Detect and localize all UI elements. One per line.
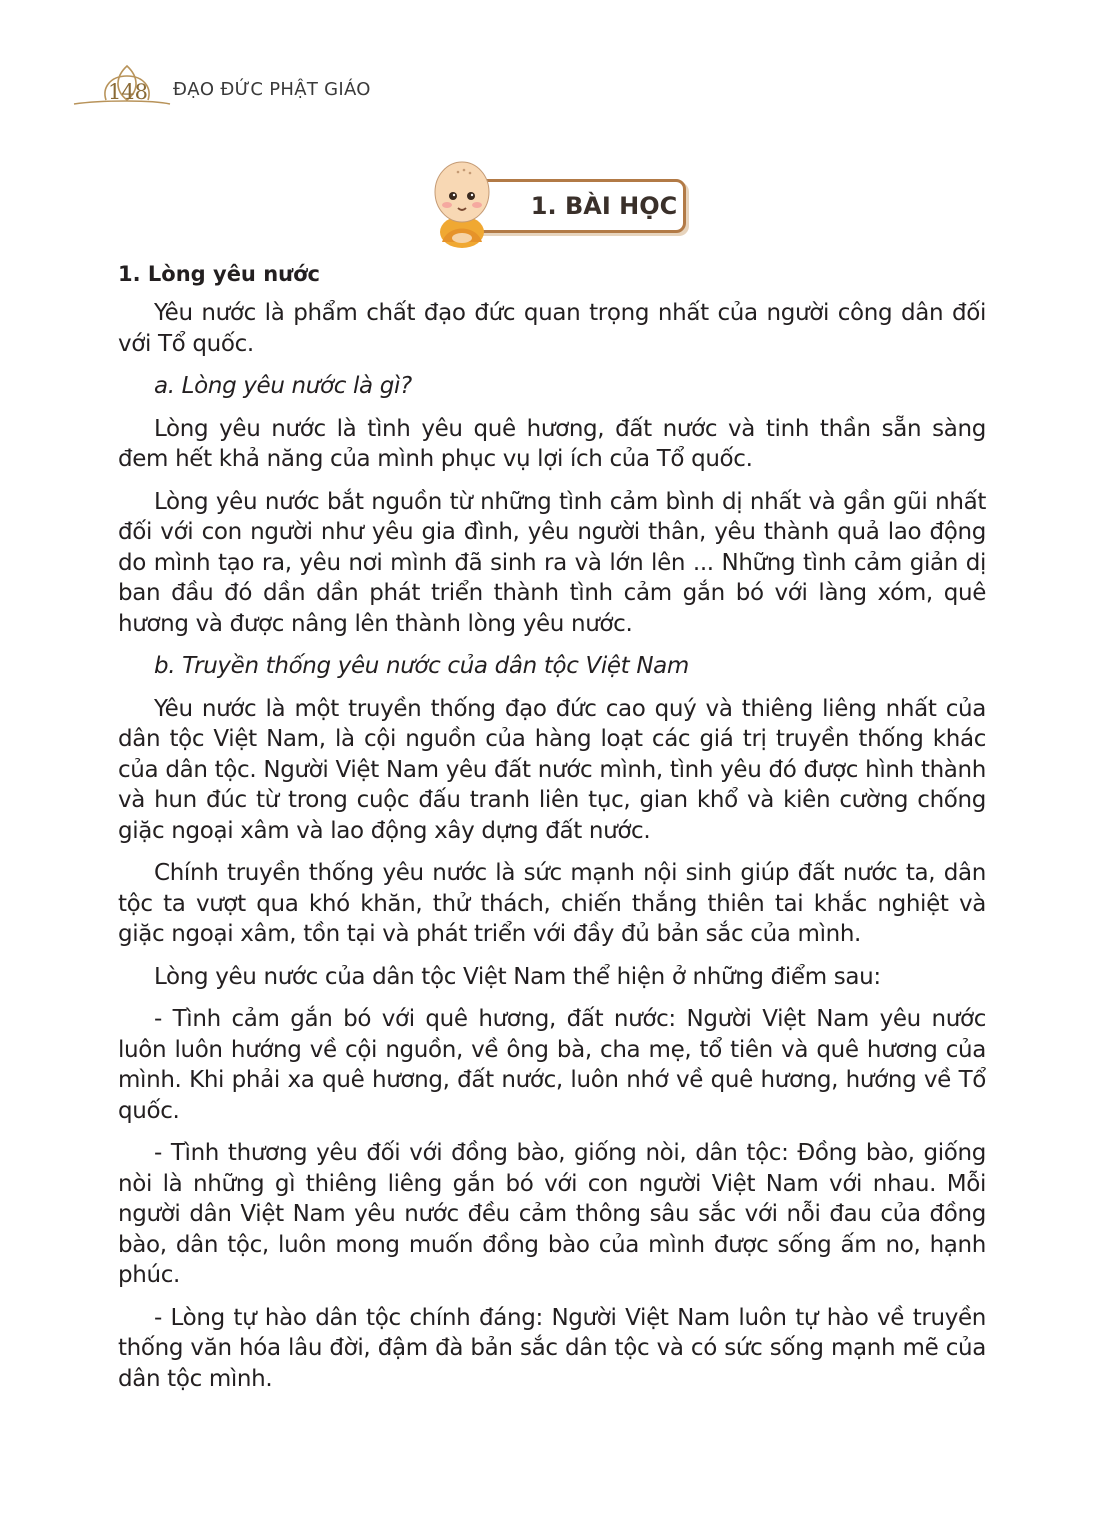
- paragraph: Lòng yêu nước của dân tộc Việt Nam thể hiện ở những điểm sau:: [154, 963, 881, 990]
- bullet-item: - Tình cảm gắn bó với quê hương, đất nước: Người Việt Nam yêu nước luôn luôn hướng về cội nguồn, về ông bà, cha mẹ, tổ tiên và quê hương của mình. Khi phải xa quê hương, đất nước, luôn nhớ về quê hương, hướng về Tổ quốc.: [118, 1006, 986, 1124]
- paragraph: Yêu nước là một truyền thống đạo đức cao quý và thiêng liêng nhất của dân tộc Việt Nam, là cội nguồn của hàng loạt các giá trị truyền thống khác của dân tộc. Người Việt Nam yêu đất nước mình, tình yêu đó được hình thành và hun đúc từ trong cuộc đấu tranh liên tục, gian khổ và kiên cường chống giặc ngoại xâm và lao động xây dựng đất nước.: [118, 695, 986, 844]
- monk-mascot-icon: [420, 152, 500, 252]
- paragraph: Lòng yêu nước là tình yêu quê hương, đất nước và tinh thần sẵn sàng đem hết khả năng của mình phục vụ lợi ích của Tổ quốc.: [118, 415, 986, 472]
- bullet-item: - Tình thương yêu đối với đồng bào, giống nòi, dân tộc: Đồng bào, giống nòi là những gì thiêng liêng gắn bó với con người Việt Nam với nhau. Mỗi người dân Việt Nam yêu nước đều cảm thông sâu sắc với nỗi đau của đồng bào, dân tộc, luôn mong muốn đồng bào của mình được sống ấm no, hạnh phúc.: [118, 1140, 986, 1288]
- section-heading: 1. Lòng yêu nước: [118, 262, 320, 286]
- intro-paragraph: Yêu nước là phẩm chất đạo đức quan trọng nhất của người công dân đối với Tổ quốc.: [118, 300, 986, 357]
- book-title: ĐẠO ĐỨC PHẬT GIÁO: [173, 79, 371, 100]
- page-number: 148: [107, 80, 149, 104]
- lesson-content: [118, 262, 986, 1406]
- badge-label: 1. BÀI HỌC: [530, 192, 678, 220]
- bullet-item: - Lòng tự hào dân tộc chính đáng: Người Việt Nam luôn tự hào về truyền thống văn hóa lâu đời, đậm đà bản sắc dân tộc và có sức sống mạnh mẽ của dân tộc mình.: [118, 1304, 986, 1392]
- subheading-b: b. Truyền thống yêu nước của dân tộc Việt Nam: [154, 653, 689, 679]
- subheading-a: a. Lòng yêu nước là gì?: [154, 373, 412, 399]
- running-header: [72, 62, 392, 112]
- paragraph: Lòng yêu nước bắt nguồn từ những tình cảm bình dị nhất và gần gũi nhất đối với con người như yêu gia đình, yêu người thân, yêu thành quả lao động do mình tạo ra, yêu nơi mình đã sinh ra và lớn lên ... Những tình cảm giản dị ban đầu đó dần dần phát triển thành tình cảm gắn bó với làng xóm, quê hương và được nâng lên thành lòng yêu nước.: [118, 488, 986, 637]
- lesson-badge: [420, 152, 690, 252]
- paragraph: Chính truyền thống yêu nước là sức mạnh nội sinh giúp đất nước ta, dân tộc ta vượt qua khó khăn, thử thách, chiến thắng thiên tai khắc nghiệt và giặc ngoại xâm, tồn tại và phát triển với đầy đủ bản sắc của mình.: [118, 860, 986, 947]
